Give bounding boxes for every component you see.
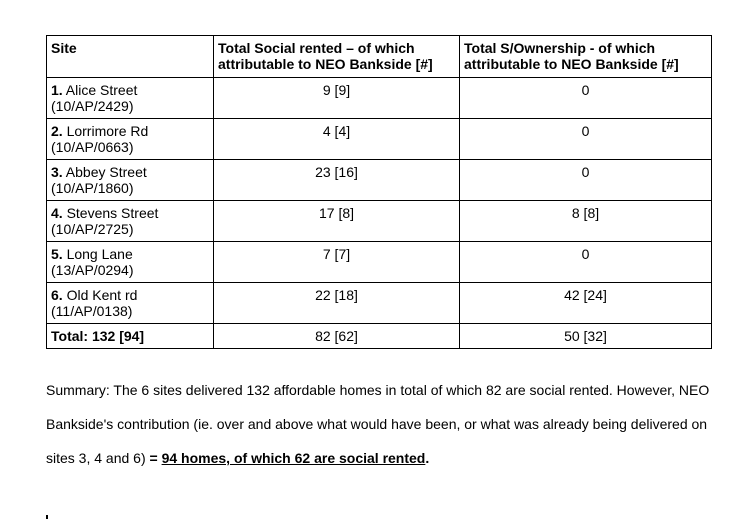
total-label: Total: 132 [94] [47, 324, 214, 349]
table-row [47, 283, 712, 324]
summary-text: Summary: The 6 sites delivered 132 affordable homes in total of which 82 are social rented. However, NEO Bankside's contribution (ie. over and above what would have been, or what was already being delivered on sites 3, 4 and 6) [46, 382, 710, 466]
shared-ownership-value: 0 [460, 160, 712, 201]
site-number: 6. [51, 287, 63, 303]
site-cell [47, 78, 214, 119]
summary-highlight: 94 homes, of which 62 are social rented [161, 450, 426, 466]
table-row [47, 242, 712, 283]
social-rented-value: 23 [16] [214, 160, 460, 201]
site-number: 1. [51, 82, 63, 98]
shared-ownership-value: 0 [460, 119, 712, 160]
site-reference: (10/AP/2725) [51, 221, 134, 237]
table-row [47, 160, 712, 201]
shared-ownership-value: 42 [24] [460, 283, 712, 324]
site-reference: (11/AP/0138) [51, 303, 133, 319]
site-name: Alice Street [62, 82, 138, 98]
site-number: 3. [51, 164, 63, 180]
table-row [47, 78, 712, 119]
site-name: Abbey Street [62, 164, 147, 180]
social-rented-value: 9 [9] [214, 78, 460, 119]
site-cell [47, 242, 214, 283]
total-social-rented: 82 [62] [214, 324, 460, 349]
site-name: Old Kent rd [62, 287, 138, 303]
site-name: Lorrimore Rd [62, 123, 149, 139]
site-cell [47, 160, 214, 201]
site-reference: (10/AP/2429) [51, 98, 134, 114]
social-rented-value: 7 [7] [214, 242, 460, 283]
site-number: 2. [51, 123, 63, 139]
site-number: 5. [51, 246, 63, 262]
shared-ownership-value: 0 [460, 242, 712, 283]
site-reference: (10/AP/1860) [51, 180, 134, 196]
table-header-row [47, 36, 712, 78]
text-cursor [46, 515, 48, 519]
summary-paragraph [46, 373, 716, 475]
table-total-row [47, 324, 712, 349]
shared-ownership-value: 0 [460, 78, 712, 119]
header-shared-ownership: Total S/Ownership - of which attributable to NEO Bankside [#] [460, 36, 712, 78]
header-social-rented: Total Social rented – of which attributable to NEO Bankside [#] [214, 36, 460, 78]
site-reference: (13/AP/0294) [51, 262, 134, 278]
site-cell [47, 283, 214, 324]
site-reference: (10/AP/0663) [51, 139, 134, 155]
header-site: Site [47, 36, 214, 78]
site-cell [47, 119, 214, 160]
social-rented-value: 22 [18] [214, 283, 460, 324]
shared-ownership-value: 8 [8] [460, 201, 712, 242]
site-number: 4. [51, 205, 63, 221]
table-row [47, 119, 712, 160]
summary-end: . [425, 450, 430, 466]
social-rented-value: 4 [4] [214, 119, 460, 160]
site-name: Stevens Street [62, 205, 159, 221]
site-name: Long Lane [62, 246, 133, 262]
site-cell [47, 201, 214, 242]
table-row [47, 201, 712, 242]
total-shared-ownership: 50 [32] [460, 324, 712, 349]
social-rented-value: 17 [8] [214, 201, 460, 242]
summary-equals: = [149, 450, 162, 466]
affordable-homes-table [46, 35, 712, 349]
